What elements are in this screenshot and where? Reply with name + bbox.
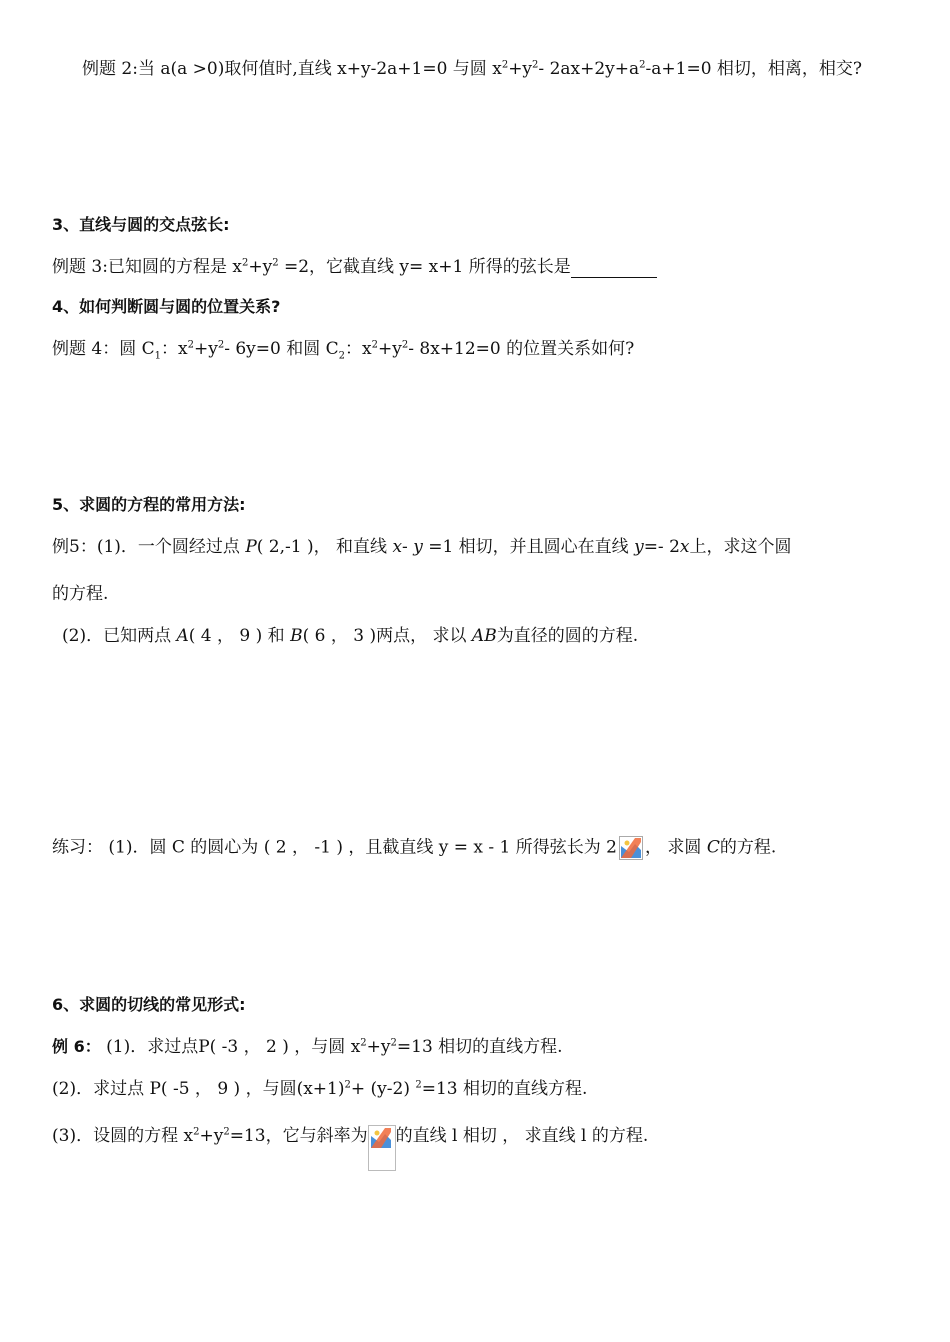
example-4: 例题 4：圆 $C_1$：$x^2+y^2-$ 6y=0 和圆 $C_2$：$x^2+y^2-$ 8x+12=0 的位置关系如何? <box>52 339 635 362</box>
answer-blank[interactable] <box>571 259 657 278</box>
section-6-title: 6、求圆的切线的常见形式: <box>52 995 246 1014</box>
section-4-title: 4、如何判断圆与圆的位置关系? <box>52 297 281 316</box>
practice-1: 练习： (1)．圆 C 的圆心为 ( 2 ， -1 ) ，且截直线 y = x - 1 所得弦长为 2 ， 求圆 C的方程. <box>52 836 776 860</box>
example-5-part-2: (2)．已知两点 A( 4 ， 9 ) 和 B( 6 ， 3 )两点， 求以 AB为直径的圆的方程. <box>62 626 639 646</box>
example-5-part-1: 例5：(1)．一个圆经过点 P( 2,-1 )， 和直线 x- y =1 相切，并且圆心在直线 y=- 2x上，求这个圆 <box>52 537 792 557</box>
broken-image-icon <box>368 1125 396 1171</box>
example-6-part-3: (3)．设圆的方程 $x^2+y^2=13$，它与斜率为 的直线 l 相切 ， 求直线 l 的方程. <box>52 1125 648 1171</box>
example-3: 例题 3:已知圆的方程是 $x^2+y^2 =2$，它截直线 y= x+1 所得的弦长是 <box>52 256 657 278</box>
example-5-part-1-cont: 的方程. <box>52 584 109 604</box>
example-6-part-1: 例 6： (1)．求过点P( -3 ， 2 ) ，与圆 $x^2+y^2=13$ 相切的直线方程. <box>52 1037 563 1057</box>
broken-image-icon <box>619 836 643 860</box>
example-6-part-2: (2)．求过点 P( -5 ， 9 ) ，与圆$(x+1)^2+ (y-2)$ $^2$=13 相切的直线方程. <box>52 1079 588 1099</box>
section-3-title: 3、直线与圆的交点弦长: <box>52 215 230 234</box>
section-5-title: 5、求圆的方程的常用方法: <box>52 495 246 514</box>
example-2: 例题 2:当 a(a >0)取何值时,直线 x+y-2a+1=0 与圆 $x^2+y^2-$ $2ax+2y+a^2-a+1=0$ 相切，相离，相交? <box>82 59 863 79</box>
